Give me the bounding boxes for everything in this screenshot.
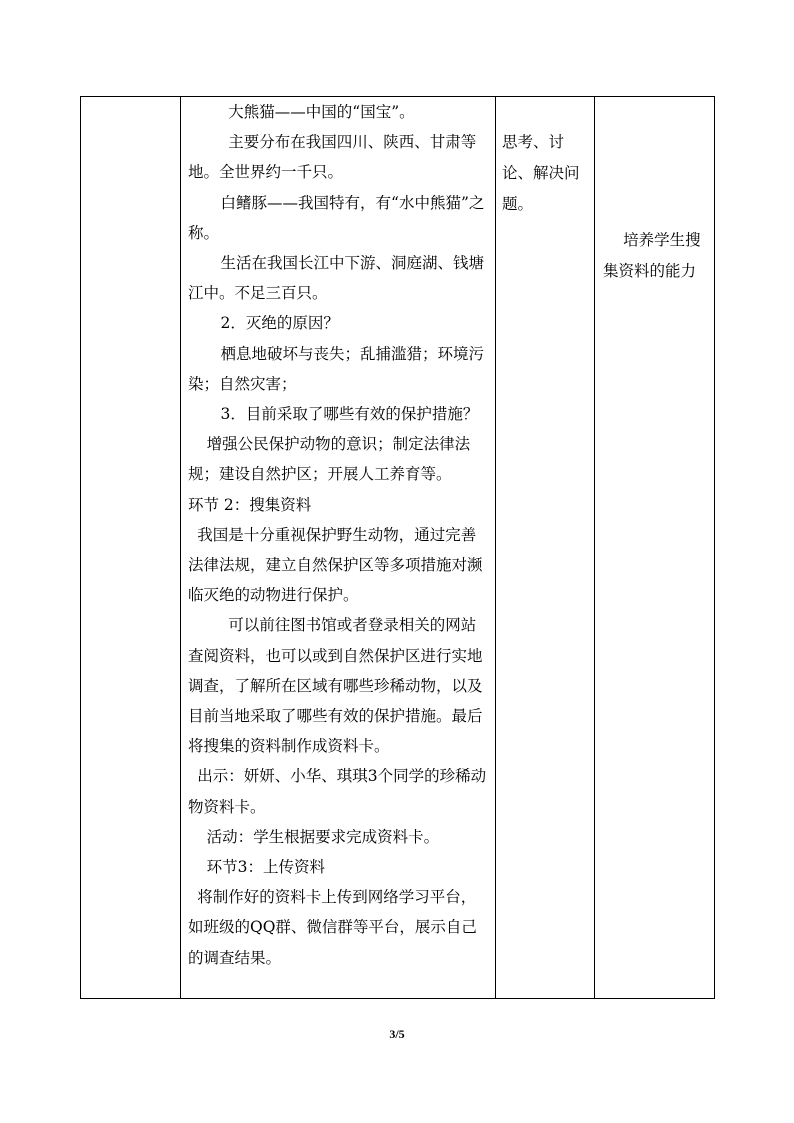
design-intent-cell xyxy=(595,97,715,999)
content-paragraph: 主要分布在我国四川、陕西、甘肃等地。全世界约一千只。 xyxy=(188,133,477,182)
content-paragraph: 栖息地破坏与丧失；乱捕滥猎；环境污染；自然灾害； xyxy=(188,344,485,393)
content-paragraph: 活动：学生根据要求完成资料卡。 xyxy=(206,827,440,846)
student-activity-text: 思考、讨论、解决问题。 xyxy=(502,133,580,213)
teaching-content-cell xyxy=(181,97,496,999)
page-number: 3/5 xyxy=(389,1027,405,1041)
lesson-plan-table xyxy=(80,96,715,999)
teaching-content xyxy=(188,97,487,973)
content-paragraph: 环节3：上传资料 xyxy=(206,858,325,877)
table-row xyxy=(81,97,715,999)
content-paragraph: 我国是十分重视保护野生动物，通过完善法律法规，建立自然保护区等多项措施对濒临灭绝的动物进行保护。 xyxy=(188,525,483,605)
content-paragraph: 白鳍豚——我国特有，有“水中熊猫”之称。 xyxy=(188,193,485,242)
content-paragraph: 环节 2：搜集资料 xyxy=(188,495,312,514)
content-paragraph: 将制作好的资料卡上传到网络学习平台，如班级的QQ群、微信群等平台，展示自己的调查结果。 xyxy=(188,888,477,967)
empty-left-cell xyxy=(81,97,181,999)
design-intent-text: 培养学生搜集资料的能力 xyxy=(603,231,701,280)
content-paragraph: 3．目前采取了哪些有效的保护措施？ xyxy=(220,405,479,424)
content-paragraph: 增强公民保护动物的意识；制定法律法规；建设自然护区；开展人工养育等。 xyxy=(188,435,471,484)
content-paragraph: 大熊猫——中国的“国宝”。 xyxy=(228,103,415,121)
content-paragraph: 生活在我国长江中下游、洞庭湖、钱塘江中。不足三百只。 xyxy=(188,254,485,303)
content-paragraph: 2．灭绝的原因？ xyxy=(220,314,339,333)
student-activity-cell xyxy=(496,97,595,999)
content-paragraph: 可以前往图书馆或者登录相关的网站查阅资料，也可以或到自然保护区进行实地调查，了解所在区域有哪些珍稀动物，以及目前当地采取了哪些有效的保护措施。最后将搜集的资料制作成资料卡。 xyxy=(188,616,483,756)
content-paragraph: 出示：妍妍、小华、琪琪3个同学的珍稀动物资料卡。 xyxy=(188,767,487,816)
